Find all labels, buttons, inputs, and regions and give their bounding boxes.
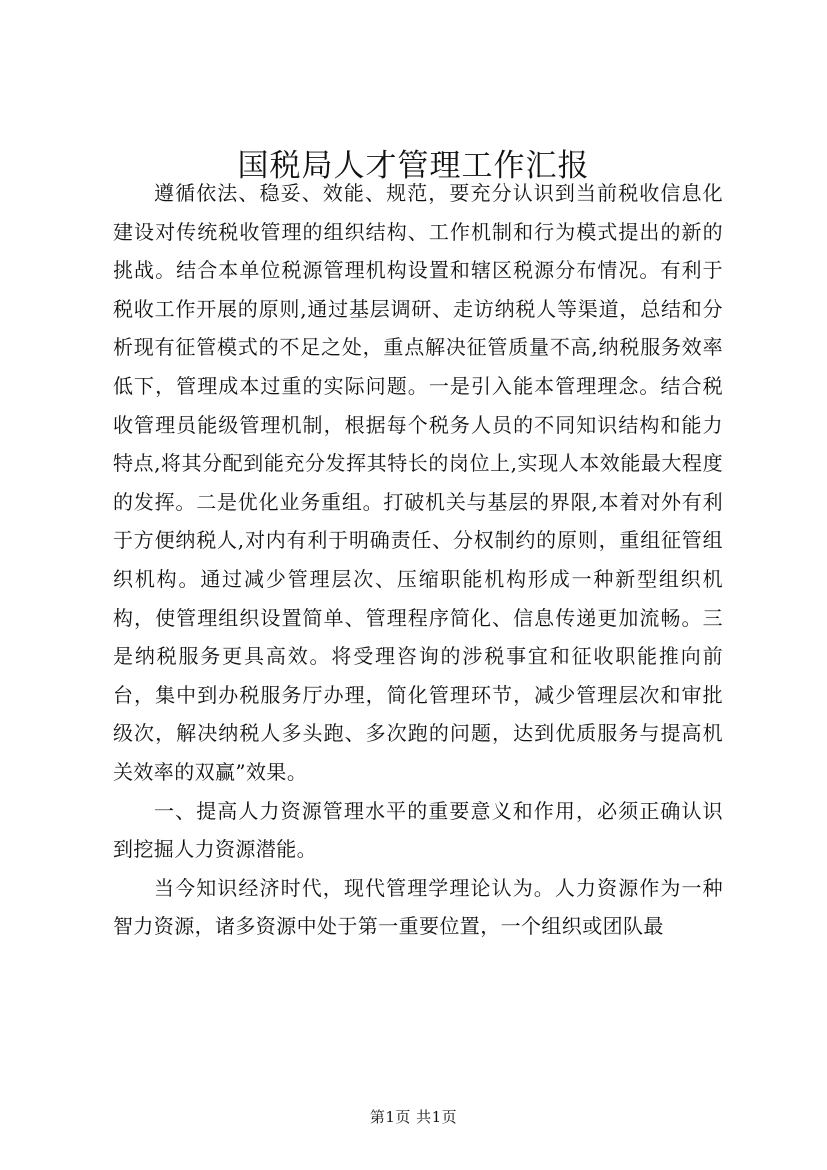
paragraph-2: 一、提高人力资源管理水平的重要意义和作用，必须正确认识到挖掘人力资源潜能。 (113, 798, 723, 862)
paragraph-3: 当今知识经济时代，现代管理学理论认为。人力资源作为一种智力资源，诸多资源中处于第一重要位置，一个组织或团队最 (113, 875, 723, 939)
document-title: 国税局人才管理工作汇报 (237, 148, 590, 184)
paragraph-1: 遵循依法、稳妥、效能、规范，要充分认识到当前税收信息化建设对传统税收管理的组织结构、工作机制和行为模式提出的新的挑战。结合本单位税源管理机构设置和辖区税源分布情况。有利于税收工作开展的原则,通过基层调研、走访纳税人等渠道，总结和分析现有征管模式的不足之处，重点解决征管质量不高,纳税服务效率低下，管理成本过重的实际问题。一是引入能本管理理念。结合税收管理员能级管理机制，根据每个税务人员的不同知识结构和能力特点,将其分配到能充分发挥其特长的岗位上,实现人本效能最大程度的发挥。二是优化业务重组。打破机关与基层的界限,本着对外有利于方便纳税人,对内有利于明确责任、分权制约的原则，重组征管组织机构。通过减少管理层次、压缩职能机构形成一种新型组织机构，使管理组织设置简单、管理程序简化、信息传递更加流畅。三是纳税服务更具高效。将受理咨询的涉税事宜和征收职能推向前台，集中到办税服务厅办理，简化管理环节，减少管理层次和审批级次，解决纳税人多头跑、多次跑的问题，达到优质服务与提高机关效率的双赢”效果。 (113, 181, 723, 784)
page-footer: 第1页 共1页 (369, 1108, 458, 1126)
document-body (113, 174, 723, 946)
